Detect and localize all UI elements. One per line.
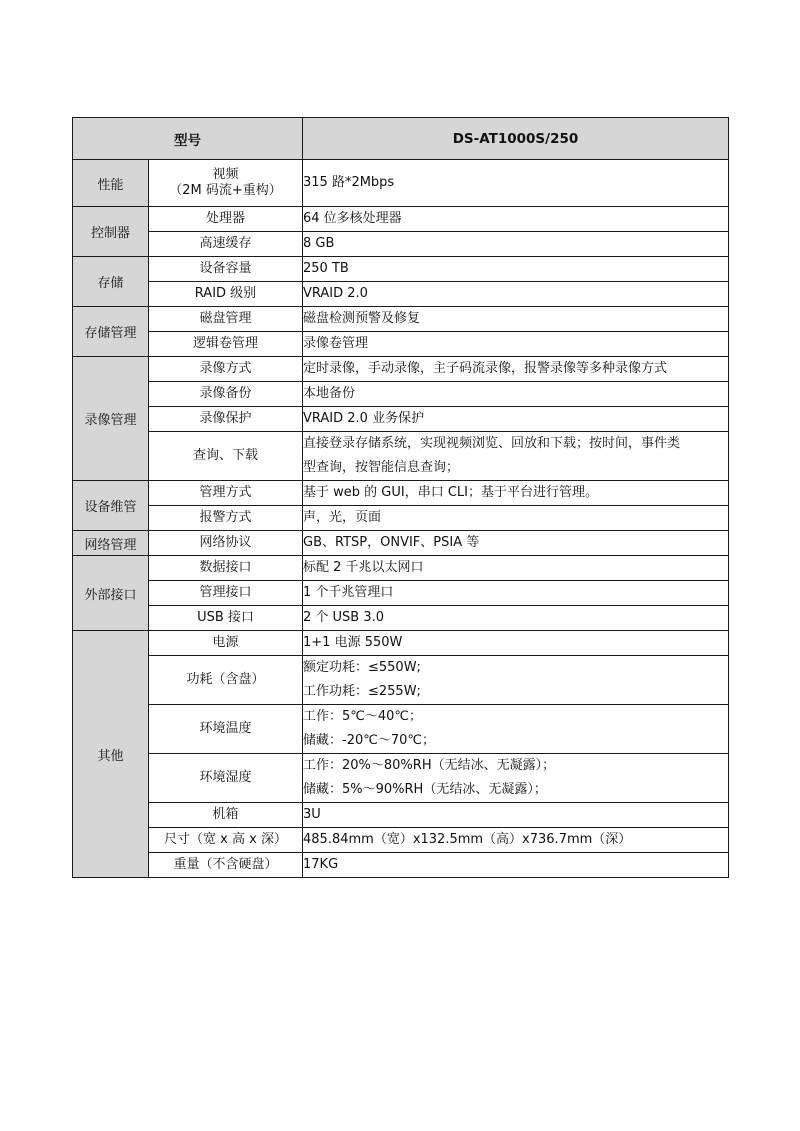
table-row — [73, 307, 729, 332]
group-storage-mgmt: 存储管理 — [73, 307, 149, 357]
row-value-alarm-mode: 声，光，页面 — [303, 506, 729, 531]
row-value-consumption — [303, 656, 729, 705]
row-label-rec-mode: 录像方式 — [149, 357, 303, 382]
table-row — [73, 382, 729, 407]
row-value-humidity — [303, 754, 729, 803]
table-row — [73, 705, 729, 754]
row-value-disk-mgmt: 磁盘检测预警及修复 — [303, 307, 729, 332]
row-value-query — [303, 432, 729, 481]
row-value-mgmt-port: 1 个千兆管理口 — [303, 581, 729, 606]
row-label-disk-mgmt: 磁盘管理 — [149, 307, 303, 332]
row-value-raid: VRAID 2.0 — [303, 282, 729, 307]
table-row — [73, 282, 729, 307]
row-label-volume-mgmt: 逻辑卷管理 — [149, 332, 303, 357]
row-value-rec-backup: 本地备份 — [303, 382, 729, 407]
table-row — [73, 803, 729, 828]
row-label-raid: RAID 级别 — [149, 282, 303, 307]
group-other: 其他 — [73, 631, 149, 878]
group-network-mgmt: 网络管理 — [73, 531, 149, 556]
table-row — [73, 828, 729, 853]
table-row — [73, 481, 729, 506]
table-row — [73, 531, 729, 556]
query-value-line2: 型查询，按智能信息查询； — [303, 460, 460, 475]
row-value-mgmt-mode: 基于 web 的 GUI，串口 CLI；基于平台进行管理。 — [303, 481, 729, 506]
row-value-cache: 8 GB — [303, 232, 729, 257]
row-label-weight: 重量（不含硬盘） — [149, 853, 303, 878]
table-row — [73, 656, 729, 705]
spec-table — [72, 117, 729, 878]
row-label-rec-backup: 录像备份 — [149, 382, 303, 407]
group-controller: 控制器 — [73, 207, 149, 257]
temperature-value-line1: 工作：5℃～40℃； — [303, 709, 423, 724]
row-value-rec-protect: VRAID 2.0 业务保护 — [303, 407, 729, 432]
group-external-if: 外部接口 — [73, 556, 149, 631]
table-row — [73, 207, 729, 232]
video-label-line1: 视频 — [212, 167, 239, 182]
humidity-value-line2: 储藏：5%～90%RH（无结冰、无凝露）； — [303, 782, 547, 797]
row-label-alarm-mode: 报警方式 — [149, 506, 303, 531]
row-value-dimensions: 485.84mm（宽）x132.5mm（高）x736.7mm（深） — [303, 828, 729, 853]
group-device-maint: 设备维管 — [73, 481, 149, 531]
table-row — [73, 606, 729, 631]
row-label-cache: 高速缓存 — [149, 232, 303, 257]
row-label-capacity: 设备容量 — [149, 257, 303, 282]
group-storage: 存储 — [73, 257, 149, 307]
table-row — [73, 506, 729, 531]
table-row — [73, 432, 729, 481]
table-row — [73, 631, 729, 656]
table-row — [73, 853, 729, 878]
table-row — [73, 357, 729, 382]
row-value-volume-mgmt: 录像卷管理 — [303, 332, 729, 357]
row-value-usb-port: 2 个 USB 3.0 — [303, 606, 729, 631]
row-value-net-protocol: GB、RTSP，ONVIF、PSIA 等 — [303, 531, 729, 556]
row-label-mgmt-mode: 管理方式 — [149, 481, 303, 506]
row-label-mgmt-port: 管理接口 — [149, 581, 303, 606]
row-label-power: 电源 — [149, 631, 303, 656]
row-label-dimensions: 尺寸（宽 x 高 x 深） — [149, 828, 303, 853]
header-row — [73, 118, 729, 160]
consumption-value-line1: 额定功耗：≤550W; — [303, 660, 421, 675]
table-row — [73, 556, 729, 581]
row-value-processor: 64 位多核处理器 — [303, 207, 729, 232]
consumption-value-line2: 工作功耗：≤255W; — [303, 684, 421, 699]
temperature-value-line2: 储藏：-20℃～70℃； — [303, 733, 435, 748]
row-label-query: 查询、下载 — [149, 432, 303, 481]
model-value: DS-AT1000S/250 — [303, 118, 729, 160]
row-value-power: 1+1 电源 550W — [303, 631, 729, 656]
row-value-chassis: 3U — [303, 803, 729, 828]
table-row — [73, 581, 729, 606]
table-row — [73, 257, 729, 282]
table-row — [73, 407, 729, 432]
row-label-temperature: 环境温度 — [149, 705, 303, 754]
row-label-rec-protect: 录像保护 — [149, 407, 303, 432]
query-value-line1: 直接登录存储系统，实现视频浏览、回放和下载；按时间，事件类 — [303, 436, 681, 451]
row-label-net-protocol: 网络协议 — [149, 531, 303, 556]
group-performance: 性能 — [73, 160, 149, 207]
row-label-processor: 处理器 — [149, 207, 303, 232]
row-label-chassis: 机箱 — [149, 803, 303, 828]
table-row — [73, 332, 729, 357]
row-value-rec-mode: 定时录像，手动录像，主子码流录像，报警录像等多种录像方式 — [303, 357, 729, 382]
row-label-humidity: 环境湿度 — [149, 754, 303, 803]
row-label-consumption: 功耗（含盘） — [149, 656, 303, 705]
row-value-video: 315 路*2Mbps — [303, 160, 729, 207]
row-label-data-port: 数据接口 — [149, 556, 303, 581]
table-row — [73, 754, 729, 803]
humidity-value-line1: 工作：20%～80%RH（无结冰、无凝露）； — [303, 758, 556, 773]
row-label-video — [149, 160, 303, 207]
group-recording-mgmt: 录像管理 — [73, 357, 149, 481]
row-value-data-port: 标配 2 千兆以太网口 — [303, 556, 729, 581]
row-value-capacity: 250 TB — [303, 257, 729, 282]
video-label-line2: （2M 码流+重构） — [169, 183, 282, 198]
table-row — [73, 232, 729, 257]
table-row — [73, 160, 729, 207]
model-label: 型号 — [73, 118, 303, 160]
row-value-temperature — [303, 705, 729, 754]
row-label-usb-port: USB 接口 — [149, 606, 303, 631]
row-value-weight: 17KG — [303, 853, 729, 878]
